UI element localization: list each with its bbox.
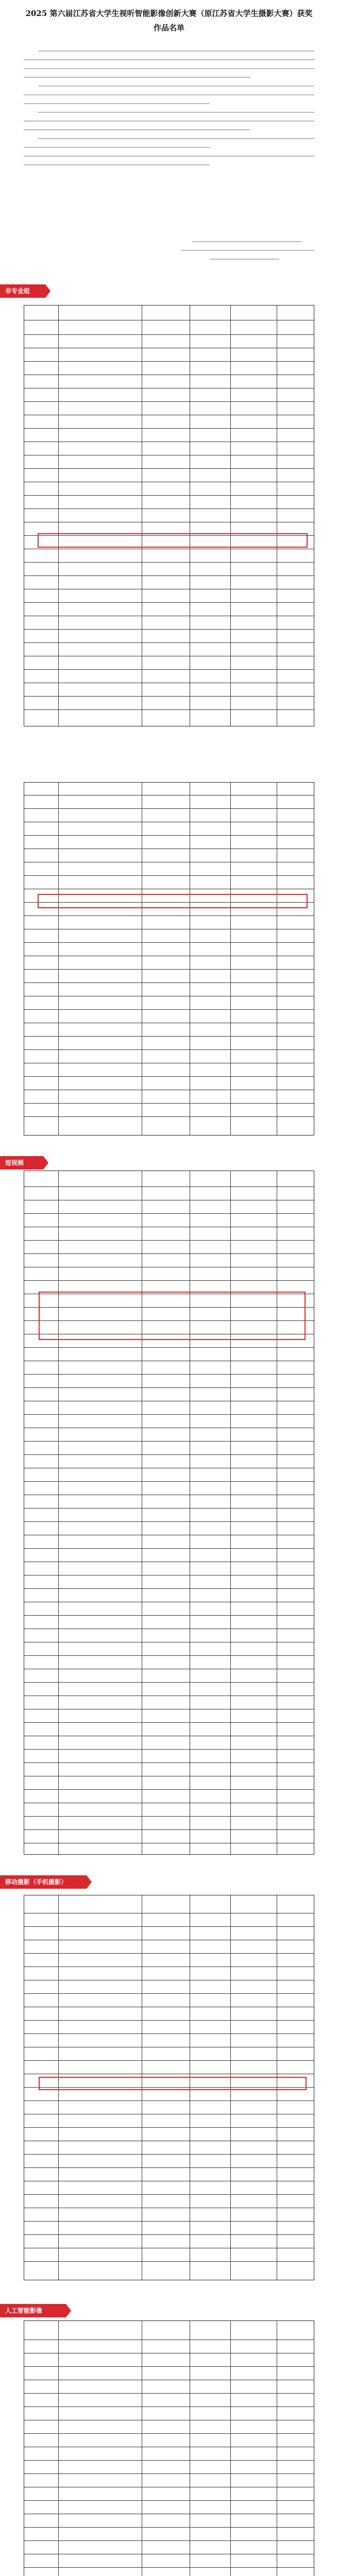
award-table	[24, 1895, 314, 2280]
section-label: 移动摄影（手机摄影）	[5, 1878, 67, 1886]
section-banner	[0, 1156, 43, 1170]
section-banner	[0, 2304, 66, 2317]
intro-line	[24, 147, 210, 148]
highlighted-row	[39, 1292, 306, 1340]
section-banner	[0, 1875, 87, 1889]
intro-line	[24, 129, 250, 130]
intro-line	[38, 138, 314, 139]
award-table	[24, 2320, 314, 2576]
intro-line	[24, 103, 210, 104]
signature-block	[24, 241, 314, 298]
section-label: 人工智能影像	[5, 2307, 43, 2314]
banner-tab	[66, 2304, 71, 2317]
signature-line	[192, 241, 302, 242]
section-banner	[0, 284, 45, 298]
intro-line	[38, 50, 314, 52]
award-table	[24, 305, 314, 726]
intro-line	[24, 94, 314, 95]
intro-line	[38, 86, 314, 87]
intro-line	[24, 59, 314, 60]
highlighted-row	[38, 894, 308, 908]
banner-tab	[87, 1875, 92, 1889]
section-label: 非专业组	[5, 287, 30, 295]
signature-line	[210, 259, 279, 260]
intro-line	[24, 164, 210, 165]
intro-line	[24, 156, 314, 157]
signature-line	[181, 250, 314, 251]
highlighted-row	[39, 2077, 307, 2090]
intro-line	[38, 112, 314, 113]
award-table	[24, 1171, 314, 1855]
page-title: 2025 第六届江苏省大学生视听智能影像创新大赛（原江苏省大学生摄影大赛）获奖作品名单	[25, 9, 313, 32]
award-table	[24, 782, 314, 1136]
banner-tab	[43, 1156, 48, 1170]
section-label: 短视频	[5, 1159, 24, 1166]
intro-line	[24, 68, 314, 69]
intro-paragraphs	[24, 50, 314, 173]
banner-tab	[45, 284, 50, 298]
intro-line	[24, 121, 314, 122]
highlighted-row	[38, 533, 308, 548]
intro-line	[24, 77, 250, 78]
